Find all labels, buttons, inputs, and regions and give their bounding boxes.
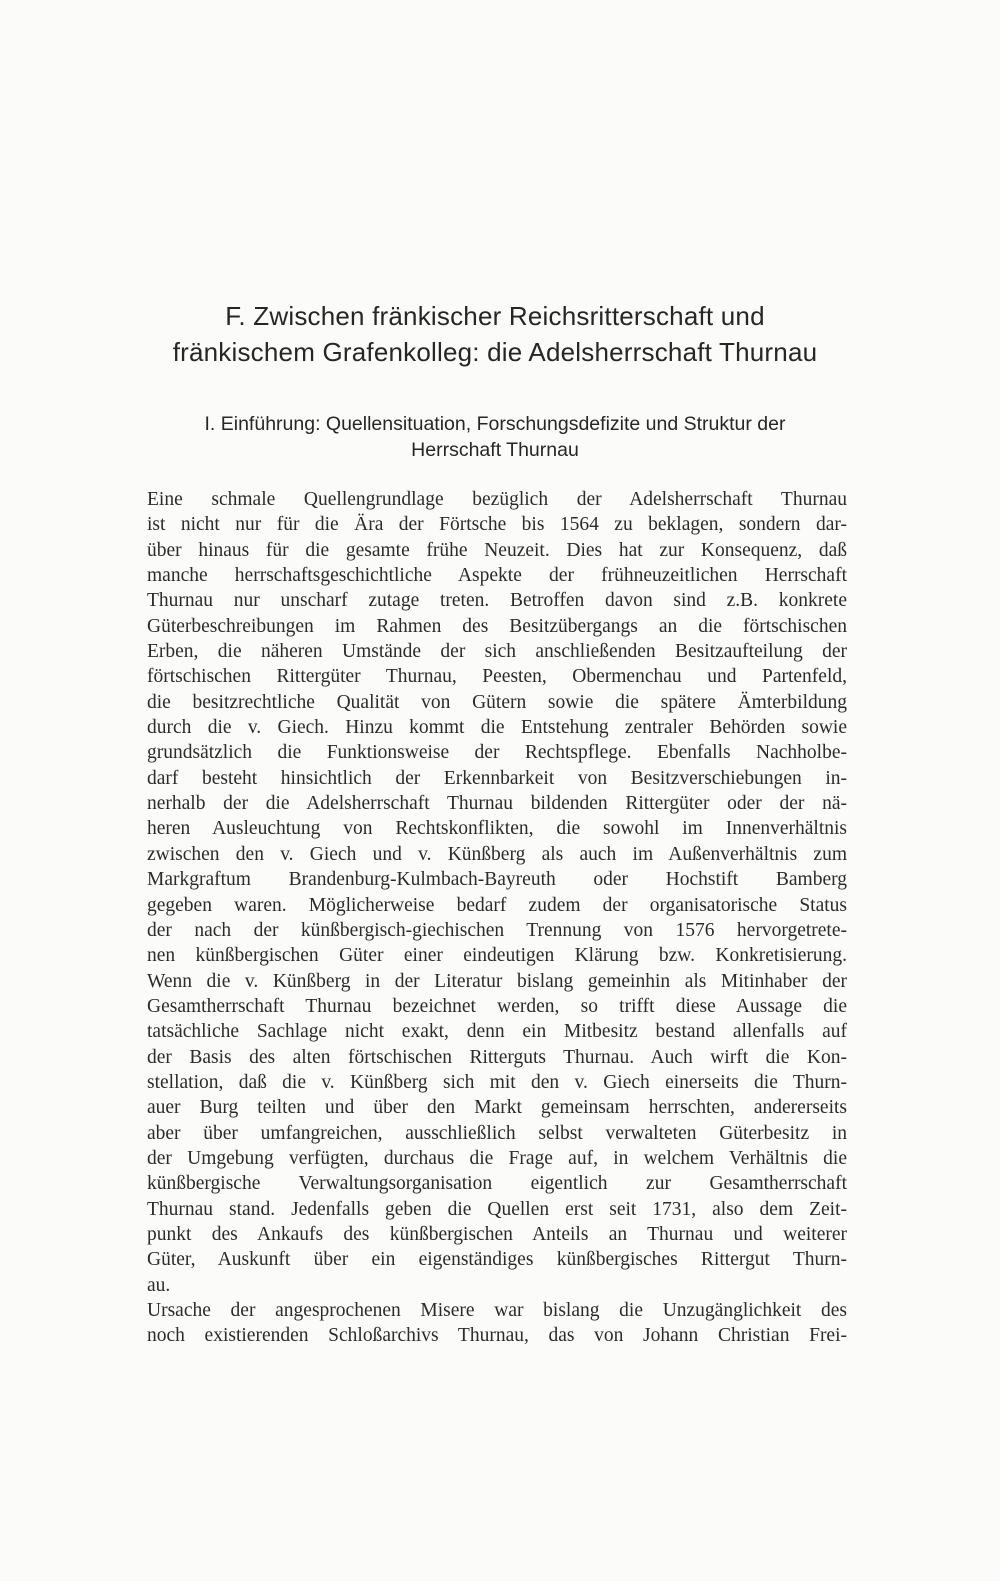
- chapter-title-line: fränkischem Grafenkolleg: die Adelsherrschaft Thurnau: [172, 337, 818, 367]
- text-line: Thurnau nur unscharf zutage treten. Betroffen davon sind z.B. konkrete: [147, 590, 847, 612]
- text-line: Ursache der angesprochenen Misere war bislang die Unzugänglichkeit des: [147, 1300, 847, 1321]
- chapter-title-line: F. Zwischen fränkischer Reichsritterschaft und: [225, 301, 765, 331]
- text-line: ist nicht nur für die Ära der Förtsche bis 1564 zu beklagen, sondern dar-: [147, 514, 847, 536]
- text-line: Gesamtherrschaft Thurnau bezeichnet werden, so trifft diese Aussage die: [147, 995, 847, 1017]
- text-line: noch existierenden Schloßarchivs Thurnau, das von Johann Christian Frei-: [147, 1325, 847, 1347]
- text-line: punkt des Ankaufs des künßbergischen Anteils an Thurnau und weiterer: [147, 1223, 847, 1245]
- text-line: au.: [147, 1274, 171, 1296]
- text-line: stellation, daß die v. Künßberg sich mit den v. Giech einerseits die Thurn-: [147, 1071, 847, 1093]
- chapter-title: [100, 298, 890, 370]
- text-line: der Basis des alten förtschischen Ritterguts Thurnau. Auch wirft die Kon-: [147, 1046, 847, 1068]
- text-line: der Umgebung verfügten, durchaus die Frage auf, in welchem Verhältnis die: [147, 1147, 847, 1169]
- section-title: [120, 411, 870, 463]
- text-line: gegeben waren. Möglicherweise bedarf zudem der organisatorische Status: [147, 894, 847, 916]
- text-line: Erben, die näheren Umstände der sich anschließenden Besitzaufteilung der: [147, 641, 847, 663]
- section-title-line: Herrschaft Thurnau: [411, 439, 579, 461]
- text-line: Güter, Auskunft über ein eigenständiges künßbergisches Rittergut Thurn-: [147, 1249, 847, 1271]
- text-line: der nach der künßbergisch-giechischen Trennung von 1576 hervorgetrete-: [147, 919, 847, 941]
- text-line: Güterbeschreibungen im Rahmen des Besitzübergangs an die förtschischen: [147, 615, 847, 637]
- text-line: tatsächliche Sachlage nicht exakt, denn ein Mitbesitz bestand allenfalls auf: [147, 1021, 847, 1043]
- section-title-line: I. Einführung: Quellensituation, Forschungsdefizite und Struktur der: [204, 413, 786, 435]
- text-line: zwischen den v. Giech und v. Künßberg als auch im Außenverhältnis zum: [147, 843, 847, 865]
- text-line: Eine schmale Quellengrundlage bezüglich der Adelsherrschaft Thurnau: [147, 489, 847, 510]
- text-line: künßbergische Verwaltungsorganisation eigentlich zur Gesamtherrschaft: [147, 1173, 847, 1195]
- text-line: darf besteht hinsichtlich der Erkennbarkeit von Besitzverschiebungen in-: [147, 767, 847, 789]
- text-line: durch die v. Giech. Hinzu kommt die Entstehung zentraler Behörden sowie: [147, 717, 847, 739]
- text-line: förtschischen Rittergüter Thurnau, Peesten, Obermenchau und Partenfeld,: [147, 666, 847, 688]
- text-line: nerhalb der die Adelsherrschaft Thurnau bildenden Rittergüter oder der nä-: [147, 793, 847, 815]
- text-line: heren Ausleuchtung von Rechtskonflikten, die sowohl im Innenverhältnis: [147, 818, 847, 840]
- text-line: die besitzrechtliche Qualität von Gütern sowie die spätere Ämterbildung: [147, 691, 847, 713]
- text-line: nen künßbergischen Güter einer eindeutigen Klärung bzw. Konkretisierung.: [147, 945, 847, 967]
- text-line: aber über umfangreichen, ausschließlich selbst verwalteten Güterbesitz in: [147, 1122, 847, 1144]
- text-line: Markgraftum Brandenburg-Kulmbach-Bayreuth oder Hochstift Bamberg: [147, 869, 847, 891]
- text-line: auer Burg teilten und über den Markt gemeinsam herrschten, andererseits: [147, 1097, 847, 1119]
- body-text: [147, 487, 847, 1349]
- text-line: Thurnau stand. Jedenfalls geben die Quellen erst seit 1731, also dem Zeit-: [147, 1198, 847, 1220]
- text-line: über hinaus für die gesamte frühe Neuzeit. Dies hat zur Konsequenz, daß: [147, 539, 847, 561]
- text-line: manche herrschaftsgeschichtliche Aspekte der frühneuzeitlichen Herrschaft: [147, 565, 847, 587]
- text-line: Wenn die v. Künßberg in der Literatur bislang gemeinhin als Mitinhaber der: [147, 970, 847, 992]
- text-line: grundsätzlich die Funktionsweise der Rechtspflege. Ebenfalls Nachholbe-: [147, 742, 847, 764]
- paragraph-2: [147, 1298, 847, 1349]
- paragraph-1: [147, 487, 847, 1298]
